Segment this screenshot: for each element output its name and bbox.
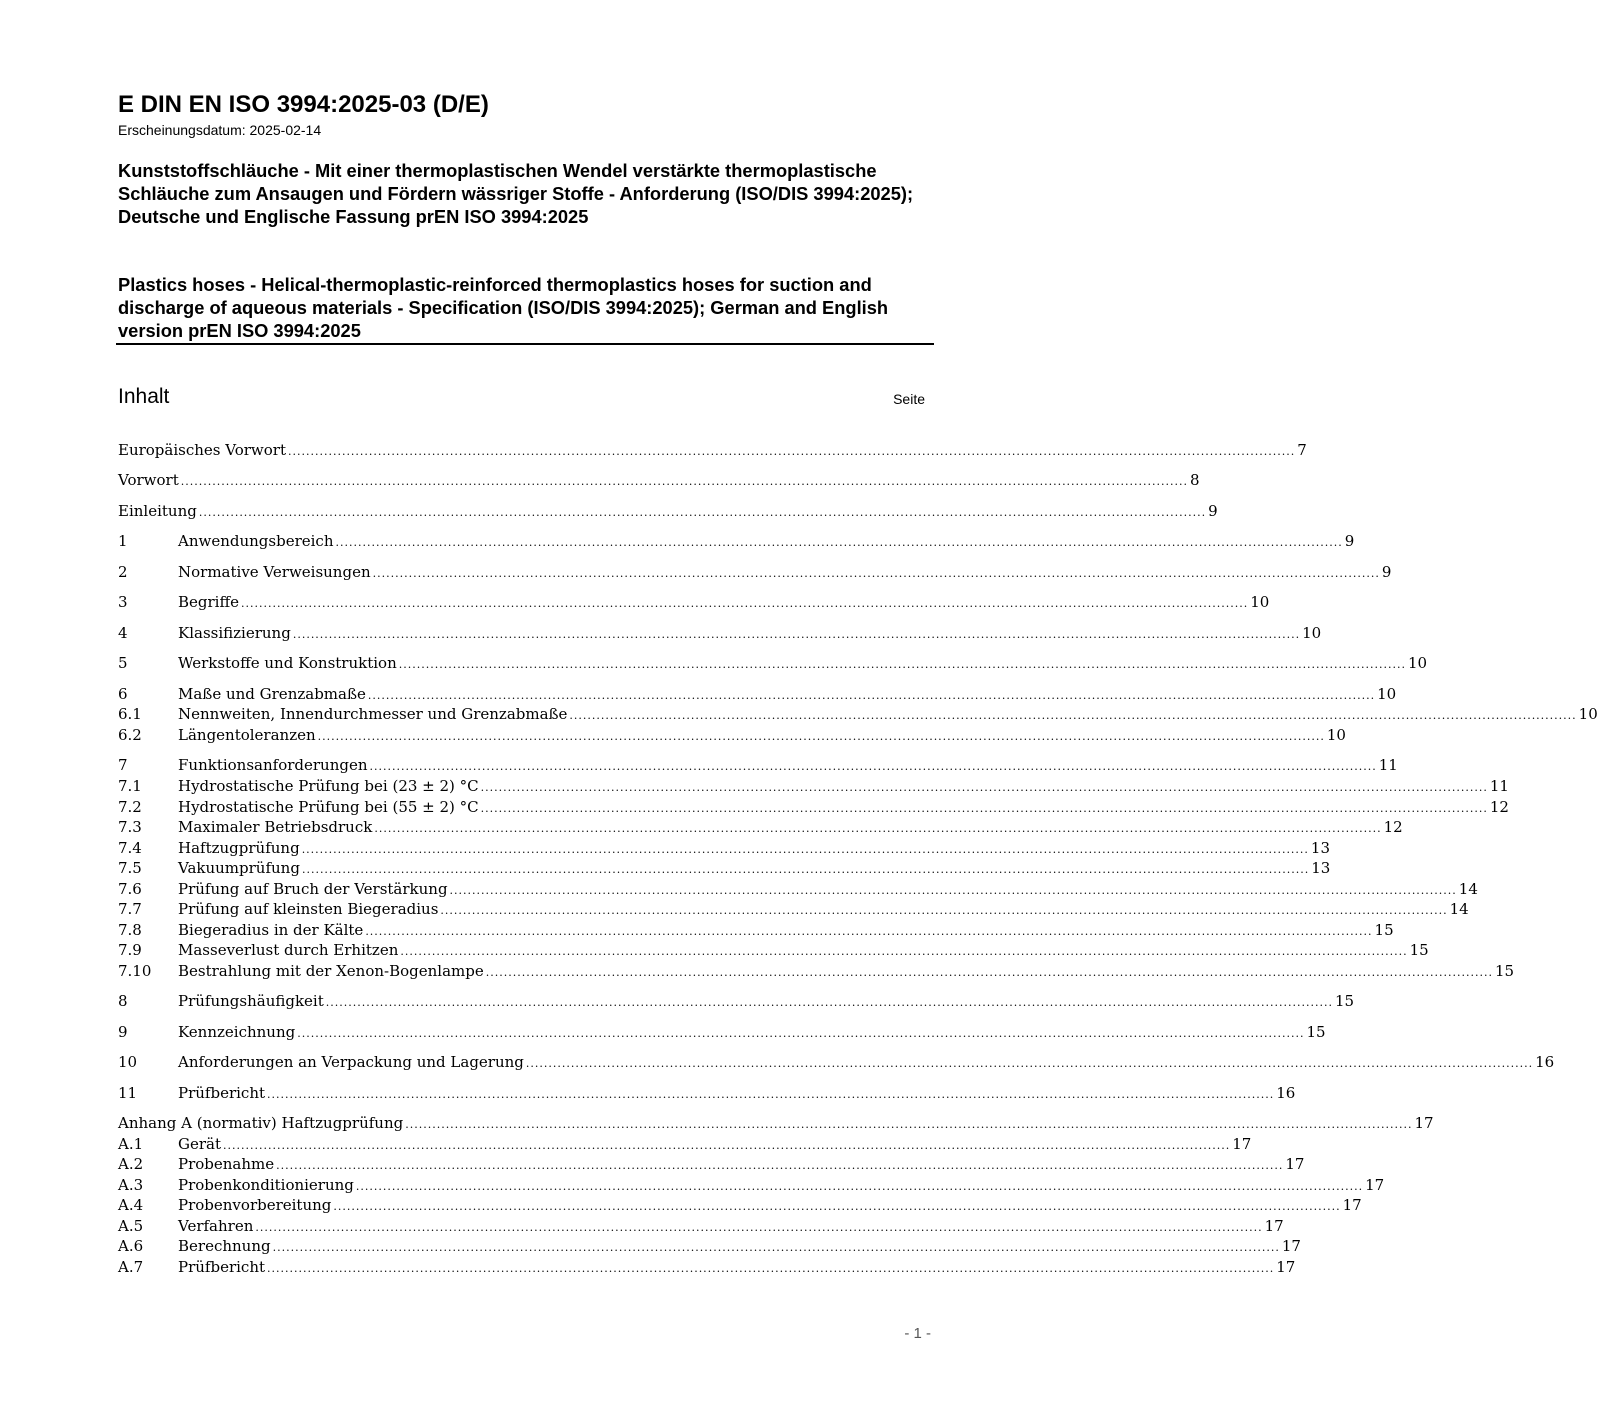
toc-entry-page: 17 [1281,1237,1301,1255]
toc-entry-title: Prüfbericht [178,1084,266,1102]
toc-entry-number: 7.1 [118,777,142,795]
toc-entry-page: 17 [1285,1155,1305,1173]
toc-entry-number: A.2 [118,1155,144,1173]
toc-entry[interactable] [118,1022,1326,1043]
toc-entry-number: 8 [118,992,128,1010]
toc-entry-page: 17 [1232,1135,1252,1153]
toc-entry-leader: ................................................................................................................................................................................................................................ [255,1221,1263,1234]
toc-entry[interactable] [118,470,1200,491]
toc-entry-page: 17 [1414,1114,1434,1132]
toc-entry-leader: ................................................................................................................................................................................................................................ [272,1241,1280,1254]
toc-entry-page: 9 [1344,532,1355,550]
toc-entry-page: 9 [1381,563,1392,581]
toc-entry-leader: ................................................................................................................................................................................................................................ [297,1027,1305,1040]
toc-entry[interactable] [118,899,1469,920]
toc-entry-title: Masseverlust durch Erhitzen [178,941,399,959]
toc-entry-number: 4 [118,624,128,642]
toc-entry-number: 7.4 [118,839,142,857]
toc-entry-number: 3 [118,593,128,611]
toc-entry-page: 10 [1407,654,1428,672]
toc-entry-page: 17 [1264,1217,1284,1235]
toc-entry-title: Anforderungen an Verpackung und Lagerung [178,1053,524,1071]
toc-entry-title: Verfahren [178,1217,254,1235]
toc-entry-page: 11 [1378,756,1398,774]
toc-entry-title: Normative Verweisungen [178,563,371,581]
toc-entry-title: Nennweiten, Innendurchmesser und Grenzabmaße [178,705,568,723]
toc-entry-leader: ................................................................................................................................................................................................................................ [292,628,1301,641]
toc-entry-leader: ................................................................................................................................................................................................................................ [449,884,1457,897]
toc-entry[interactable] [118,1052,1555,1073]
toc-entry[interactable] [118,562,1392,583]
toc-entry-title: Werkstoffe und Konstruktion [178,654,397,672]
toc-entry[interactable] [118,684,1397,705]
publication-date: Erscheinungsdatum: 2025-02-14 [118,122,322,138]
toc-entry[interactable] [118,725,1346,746]
toc-entry[interactable] [118,1195,1362,1216]
toc-entry-leader: ................................................................................................................................................................................................................................ [317,730,1325,743]
toc-entry-number: 11 [118,1084,138,1102]
toc-entry[interactable] [118,1083,1296,1104]
page-number: - 1 - [904,1325,931,1342]
toc-entry-leader: ................................................................................................................................................................................................................................ [276,1159,1284,1172]
toc-entry-leader: ................................................................................................................................................................................................................................ [374,822,1382,835]
toc-entry-number: A.4 [118,1196,144,1214]
toc-entry[interactable] [118,920,1394,941]
toc-entry-title: Gerät [178,1135,222,1153]
toc-entry-leader: ................................................................................................................................................................................................................................ [223,1139,1231,1152]
toc-entry-page: 15 [1409,941,1429,959]
toc-entry-title: Vorwort [118,471,179,489]
toc-entry-number: 1 [118,532,128,550]
toc-entry-page: 9 [1208,502,1218,520]
toc-entry-page: 15 [1335,992,1355,1010]
toc-entry[interactable] [118,704,1598,725]
toc-entry[interactable] [118,755,1398,776]
toc-entry-number: 7 [118,756,128,774]
toc-entry-leader: ................................................................................................................................................................................................................................ [333,1200,1341,1213]
toc-entry[interactable] [118,1175,1385,1196]
toc-entry-leader: ................................................................................................................................................................................................................................ [335,536,1343,549]
toc-entry-title: Prüfung auf Bruch der Verstärkung [178,880,448,898]
toc-entry-number: A.5 [118,1217,144,1235]
toc-entry-leader: ................................................................................................................................................................................................................................ [267,1262,1275,1275]
toc-entry-number: 9 [118,1023,128,1041]
toc-entry-title: Bestrahlung mit der Xenon-Bogenlampe [178,962,484,980]
toc-entry[interactable] [118,797,1509,818]
toc-entry[interactable] [118,592,1270,613]
toc-entry-title: Anwendungsbereich [178,532,334,550]
toc-entry-number: 6.1 [118,705,142,723]
toc-entry-leader: ................................................................................................................................................................................................................................ [398,658,1406,671]
toc-entry-page: 14 [1449,900,1469,918]
toc-entry-leader: ................................................................................................................................................................................................................................ [267,1088,1275,1101]
toc-entry-page: 17 [1342,1196,1362,1214]
toc-entry-leader: ................................................................................................................................................................................................................................ [405,1118,1413,1131]
toc-entry-title: Maximaler Betriebsdruck [178,818,373,836]
toc-entry-page: 16 [1276,1084,1296,1102]
toc-entry-title: Europäisches Vorwort [118,441,286,459]
toc-entry[interactable] [118,858,1331,879]
toc-entry-page: 7 [1297,441,1307,459]
toc-entry-number: 6 [118,685,128,703]
toc-entry-number: 6.2 [118,726,142,744]
toc-entry-leader: ................................................................................................................................................................................................................................ [440,904,1448,917]
toc-entry-title: Klassifizierung [178,624,291,642]
toc-page-column-label: Seite [893,391,925,407]
toc-entry-number: 7.5 [118,859,142,877]
toc-entry-number: 7.9 [118,941,142,959]
toc-entry[interactable] [118,1257,1296,1278]
toc-entry-leader: ................................................................................................................................................................................................................................ [198,506,1207,519]
toc-entry[interactable] [118,940,1429,961]
document-title: E DIN EN ISO 3994:2025-03 (D/E) [118,91,489,118]
toc-heading: Inhalt [118,385,170,408]
toc-entry-number: 10 [118,1053,138,1071]
toc-entry-leader: ................................................................................................................................................................................................................................ [569,709,1577,722]
toc-entry-title: Vakuumprüfung [178,859,300,877]
toc-entry-leader: ................................................................................................................................................................................................................................ [180,475,1188,488]
toc-entry-title: Prüfung auf kleinsten Biegeradius [178,900,439,918]
toc-entry-leader: ................................................................................................................................................................................................................................ [241,597,1249,610]
toc-entry-title: Probenvorbereitung [178,1196,332,1214]
toc-entry-title: Biegeradius in der Kälte [178,921,364,939]
toc-entry-leader: ................................................................................................................................................................................................................................ [365,925,1373,938]
toc-entry-number: 7.10 [118,962,152,980]
toc-entry[interactable] [118,501,1218,522]
toc-entry[interactable] [118,623,1322,644]
toc-entry-title: Maße und Grenzabmaße [178,685,366,703]
toc-entry-number: A.6 [118,1237,144,1255]
toc-entry-number: A.1 [118,1135,144,1153]
toc-entry-number: A.7 [118,1258,144,1276]
toc-entry-number: 5 [118,654,128,672]
title-german: Kunststoffschläuche - Mit einer thermoplastischen Wendel verstärkte thermoplastische Schläuche zum Ansaugen und Fördern wässriger Stoffe - Anforderung (ISO/DIS 3994:2025); Deutsche und Englische Fassung prEN ISO 3994:2025 [118,160,914,227]
toc-entry[interactable] [118,776,1509,797]
toc-entry-leader: ................................................................................................................................................................................................................................ [287,445,1296,458]
toc-entry-page: 15 [1306,1023,1326,1041]
toc-entry-title: Berechnung [178,1237,271,1255]
toc-entry-leader: ................................................................................................................................................................................................................................ [367,689,1376,702]
toc-entry-title: Probenahme [178,1155,275,1173]
toc-entry-leader: ................................................................................................................................................................................................................................ [372,567,1380,580]
toc-entry-title: Begriffe [178,593,240,611]
title-english: Plastics hoses - Helical-thermoplastic-reinforced thermoplastics hoses for suction and discharge of aqueous materials - Specification (ISO/DIS 3994:2025); German and English version prEN ISO 3994:2025 [118,274,889,341]
toc-entry[interactable] [118,817,1403,838]
toc-entry-leader: ................................................................................................................................................................................................................................ [485,966,1493,979]
toc-entry-leader: ................................................................................................................................................................................................................................ [400,945,1408,958]
toc-entry-number: 7.2 [118,798,142,816]
toc-entry-number: A.3 [118,1176,144,1194]
toc-entry-page: 16 [1535,1053,1555,1071]
toc-entry-leader: ................................................................................................................................................................................................................................ [325,996,1333,1009]
toc-entry-number: 7.3 [118,818,142,836]
toc-entry-page: 13 [1310,839,1331,857]
toc-entry[interactable] [118,879,1478,900]
toc-entry[interactable] [118,1134,1252,1155]
toc-entry-title: Längentoleranzen [178,726,316,744]
toc-entry-page: 17 [1276,1258,1296,1276]
toc-entry-page: 8 [1189,471,1200,489]
toc-entry[interactable] [118,838,1331,859]
toc-entry-title: Prüfungshäufigkeit [178,992,324,1010]
toc-entry-leader: ................................................................................................................................................................................................................................ [301,863,1310,876]
toc-entry[interactable] [118,961,1515,982]
toc-entry[interactable] [118,1236,1301,1257]
toc-entry-leader: ................................................................................................................................................................................................................................ [369,760,1377,773]
toc-entry-page: 10 [1326,726,1346,744]
toc-entry-page: 15 [1374,921,1394,939]
toc-entry-number: 2 [118,563,128,581]
toc-entry-number: 7.8 [118,921,142,939]
toc-entry-page: 11 [1489,777,1509,795]
toc-entry-leader: ................................................................................................................................................................................................................................ [355,1180,1364,1193]
toc-entry[interactable] [118,991,1355,1012]
toc-entry-leader: ................................................................................................................................................................................................................................ [525,1057,1534,1070]
toc-entry-title: Kennzeichnung [178,1023,296,1041]
toc-entry-page: 13 [1311,859,1331,877]
toc-entry-title: Anhang A (normativ) Haftzugprüfung [118,1114,404,1132]
toc-entry-page: 10 [1578,705,1598,723]
toc-entry-title: Hydrostatische Prüfung bei (23 ± 2) °C [178,777,479,795]
toc-entry-page: 10 [1377,685,1397,703]
toc-entry-page: 14 [1458,880,1478,898]
toc-entry[interactable] [118,1216,1284,1237]
toc-entry[interactable] [118,531,1355,552]
toc-entry[interactable] [118,440,1307,461]
toc-entry-title: Prüfbericht [178,1258,266,1276]
toc-entry[interactable] [118,1154,1305,1175]
toc-entry-page: 10 [1302,624,1322,642]
toc-entry-title: Probenkonditionierung [178,1176,354,1194]
toc-entry-title: Einleitung [118,502,197,520]
toc-entry-page: 15 [1494,962,1515,980]
toc-entry-number: 7.6 [118,880,142,898]
toc-entry-title: Hydrostatische Prüfung bei (55 ± 2) °C [178,798,479,816]
toc-entry-leader: ................................................................................................................................................................................................................................ [480,802,1488,815]
toc-entry-page: 12 [1383,818,1403,836]
toc-entry-leader: ................................................................................................................................................................................................................................ [480,781,1488,794]
toc-entry[interactable] [118,653,1428,674]
toc-entry[interactable] [118,1113,1434,1134]
toc-entry-leader: ................................................................................................................................................................................................................................ [301,843,1309,856]
toc-entry-title: Funktionsanforderungen [178,756,368,774]
toc-entry-page: 17 [1365,1176,1385,1194]
toc-entry-number: 7.7 [118,900,142,918]
toc-entry-page: 10 [1250,593,1270,611]
toc-entry-page: 12 [1489,798,1509,816]
toc-entry-title: Haftzugprüfung [178,839,300,857]
